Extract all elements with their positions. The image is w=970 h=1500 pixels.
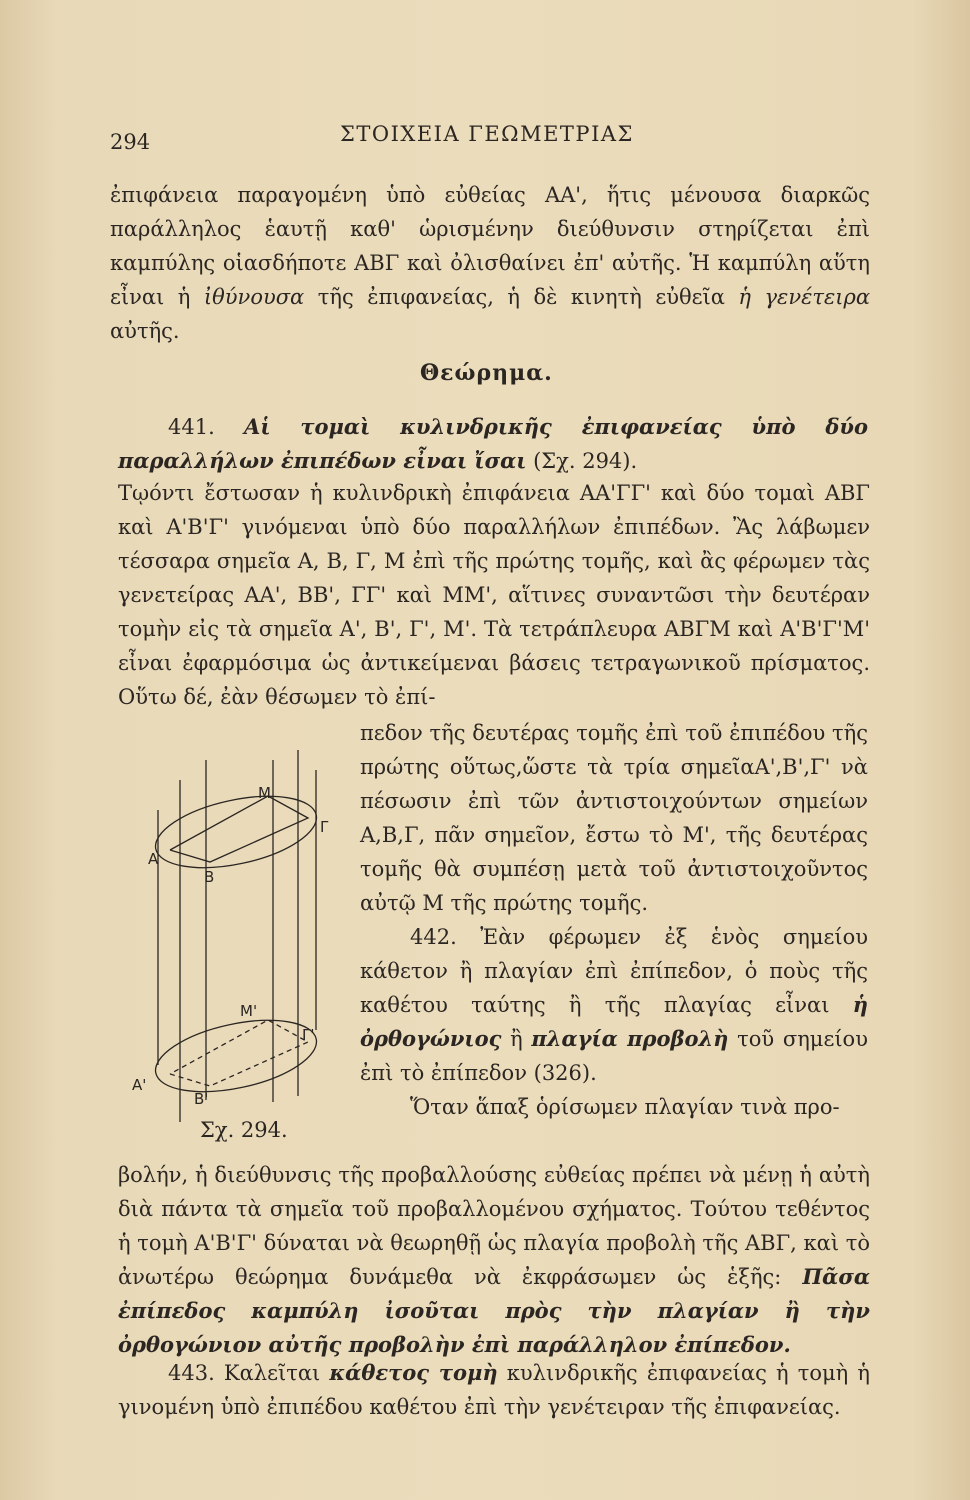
text-run: 442. Ἐὰν φέρωμεν ἐξ ἑνὸς σημείου κάθετον ἢ πλαγίαν ἐπὶ ἐπίπεδον, ὁ ποὺς τῆς καθέτου ταύτης ἢ τῆς πλαγίας εἶναι [360, 925, 868, 1017]
label-B: Β [204, 868, 215, 886]
paragraph-443 [118, 1356, 870, 1424]
paragraph-proof-continued: πεδον τῆς δευτέρας τομῆς ἐπὶ τοῦ ἐπιπέδου τῆς πρώτης οὕτως,ὥστε τὰ τρία σημεῖαΑ',Β',Γ' νὰ πέσωσιν ἐπὶ τῶν ἀντιστοιχούντων σημείων Α,Β,Γ, πᾶν σημεῖον, ἔστω τὸ Μ', τῆς δευτέρας τομῆς θὰ συμπέσῃ μετὰ τοῦ ἀντιστοιχοῦντος αὐτῷ Μ τῆς πρώτης τομῆς. [360, 721, 868, 915]
text-run: τοῦ σημείου ἐπὶ τὸ ἐπίπεδον (326). [360, 1027, 868, 1085]
text-run: ἐπιφάνεια παραγομένη ὑπὸ εὐθείας ΑΑ', ἥτις μένουσα διαρκῶς παράλληλος ἑαυτῇ καθ' ὡρισμένην διεύθυνσιν στηρίζεται ἐπὶ καμπύλης οἱασδήποτε ΑΒΓ καὶ ὀλισθαίνει ἐπ' αὐτῆς. Ἡ καμπύλη αὕτη εἶναι ἡ [110, 183, 870, 309]
page-header [110, 118, 870, 158]
figure-reference: (Σχ. 294). [533, 449, 638, 473]
term-director: ἰθύνουσα [203, 285, 305, 309]
label-B-prime: Β' [194, 1090, 209, 1108]
figure-cylinder [118, 740, 358, 1180]
text-run: 443. Καλεῖται [168, 1361, 321, 1385]
theorem-heading: Θεώρημα. [420, 360, 553, 386]
paragraph-442 [360, 920, 868, 1090]
label-A-prime: Α' [132, 1076, 147, 1094]
figure-caption: Σχ. 294. [200, 1118, 288, 1142]
running-title: ΣΤΟΙΧΕΙΑ ΓΕΩΜΕΤΡΙΑΣ [340, 122, 634, 146]
text-run: αὐτῆς. [110, 319, 180, 343]
text-run: τῆς ἐπιφανείας, ἡ δὲ κινητὴ εὐθεῖα [317, 285, 725, 309]
term-generatrix: ἡ γενέτειρα [738, 285, 871, 309]
corollary-statement: Πᾶσα ἐπίπεδος καμπύλη ἰσοῦται πρὸς τὴν πλαγίαν ἢ τὴν ὀρθογώνιον αὐτῆς προβολὴν ἐπὶ παράλληλον ἐπίπεδον. [118, 1264, 870, 1357]
text-run: κυλινδρικῆς ἐπιφανείας ἡ τομὴ ἡ γινομένη ὑπὸ ἐπιπέδου καθέτου ἐπὶ τὴν γενέτειραν τῆς ἐπιφανείας. [118, 1361, 870, 1419]
paragraph-proof: Τῳόντι ἔστωσαν ἡ κυλινδρικὴ ἐπιφάνεια ΑΑ'ΓΓ' καὶ δύο τομαὶ ΑΒΓ καὶ Α'Β'Γ' γινόμεναι ὑπὸ δύο παραλλήλων ἐπιπέδων. Ἂς λάβωμεν τέσσαρα σημεῖα Α, Β, Γ, Μ ἐπὶ τῆς πρώτης τομῆς, καὶ ἂς φέρωμεν τὰς γενετείρας ΑΑ', ΒΒ', ΓΓ' καὶ ΜΜ', αἵτινες συναντῶσι τὴν δευτέραν τομὴν εἰς τὰ σημεῖα Α', Β', Γ', Μ'. Τὰ τετράπλευρα ΑΒΓΜ καὶ Α'Β'Γ'Μ' εἶναι ἐφαρμόσιμα ὡς ἀντικείμεναι βάσεις τετραγωνικοῦ πρίσματος. Οὕτω δέ, ἐὰν θέσωμεν τὸ ἐπί- [118, 481, 870, 709]
term-oblique-projection: πλαγία προβολὴ [531, 1026, 729, 1051]
section-number: 441. [168, 415, 215, 439]
text-run: ἢ [510, 1027, 523, 1051]
text-run: βολήν, ἡ διεύθυνσις τῆς προβαλλούσης εὐθείας πρέπει νὰ μένῃ ἡ αὐτὴ διὰ πάντα τὰ σημεῖα τοῦ προβαλλομένου σχήματος. Τούτου τεθέντος ἡ τομὴ Α'Β'Γ' δύναται νὰ θεωρηθῇ ὡς πλαγία προβολὴ τῆς ΑΒΓ, καὶ τὸ ἀνωτέρω θεώρημα δυνάμεθα νὰ ἐκφράσωμεν ὡς ἑξῆς: [118, 1163, 871, 1289]
paragraph-oblique-intro: Ὅταν ἅπαξ ὁρίσωμεν πλαγίαν τινὰ προ- [410, 1095, 840, 1119]
term-normal-section: κάθετος τομὴ [329, 1360, 498, 1385]
paragraph-oblique [118, 1158, 870, 1362]
label-A: Α [148, 850, 159, 868]
page-number: 294 [110, 130, 151, 154]
label-G-prime: Γ' [302, 1026, 315, 1044]
paragraph-theorem-441 [118, 410, 868, 478]
label-G: Γ [320, 818, 329, 836]
label-M-prime: Μ' [240, 1002, 258, 1020]
term-orthogonal: ἡ ὀρθογώνιος [360, 992, 868, 1051]
theorem-statement: Αἱ τομαὶ κυλινδρικῆς ἐπιφανείας ὑπὸ δύο παραλλήλων ἐπιπέδων εἶναι ἴσαι [118, 414, 868, 473]
paragraph-definition [110, 178, 870, 348]
cylinder-diagram [118, 740, 358, 1180]
label-M: Μ [258, 784, 271, 802]
